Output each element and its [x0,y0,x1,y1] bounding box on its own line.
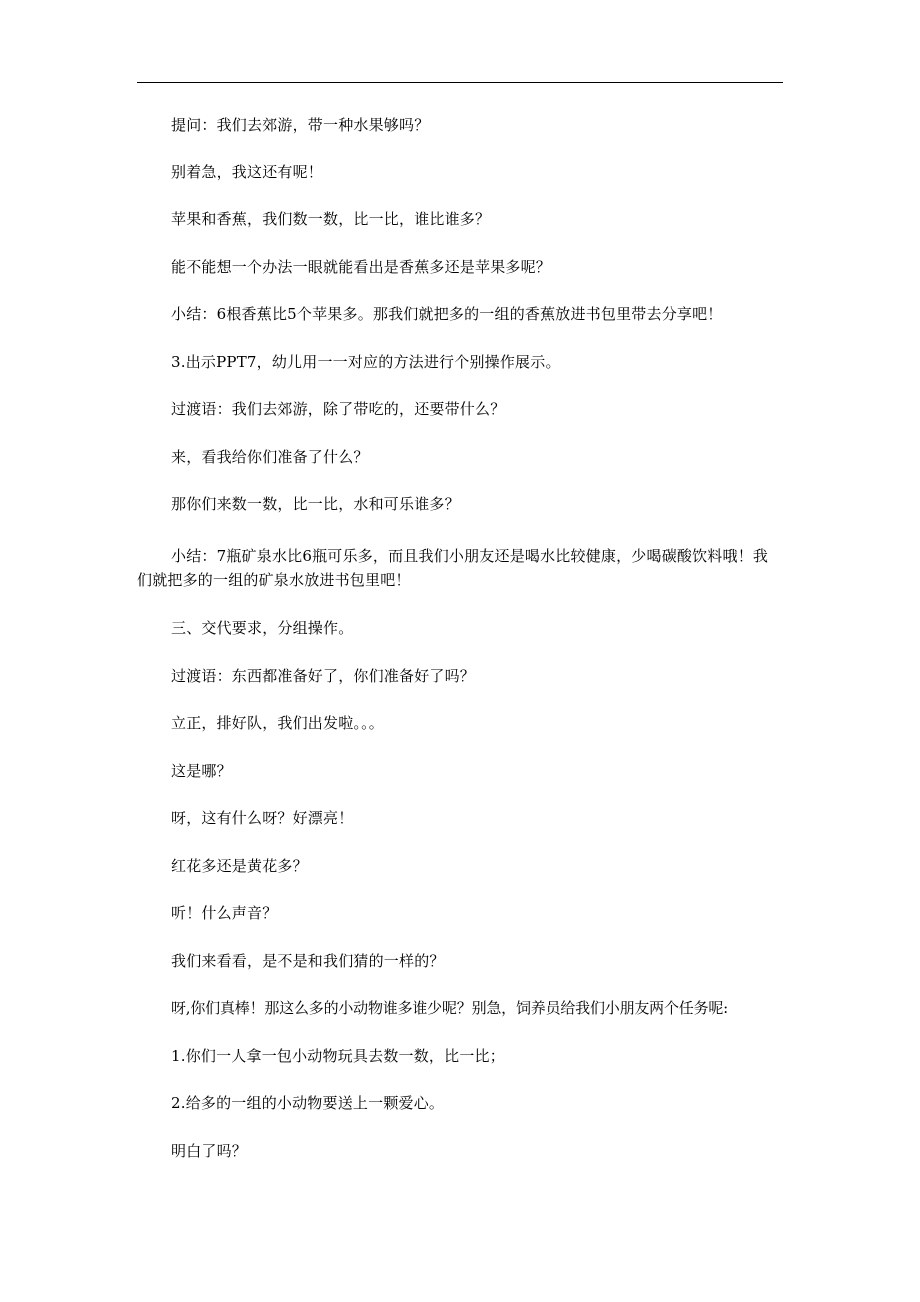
paragraph-transition-what-to-bring: 过渡语：我们去郊游，除了带吃的，还要带什么？ [171,400,506,418]
paragraph-step-ppt7: 3.出示PPT7，幼儿用一一对应的方法进行个别操作展示。 [171,353,561,371]
paragraph-task-two: 2.给多的一组的小动物要送上一颗爱心。 [171,1094,445,1112]
header-rule [137,82,783,83]
paragraph-transition-ready: 过渡语：东西都准备好了，你们准备好了吗？ [171,667,476,685]
paragraph-so-pretty: 呀，这有什么呀？好漂亮！ [171,809,354,827]
paragraph-summary-water: 小结：7瓶矿泉水比6瓶可乐多，而且我们小朋友还是喝水比较健康，少喝碳酸饮料哦！我们就把多的一组的矿泉水放进书包里吧！ [137,547,769,589]
paragraph-lets-look: 我们来看看，是不是和我们猜的一样的？ [171,952,445,970]
paragraph-summary-bananas: 小结：6根香蕉比5个苹果多。那我们就把多的一组的香蕉放进书包里带去分享吧！ [171,305,723,323]
paragraph-question-one-fruit: 提问：我们去郊游，带一种水果够吗？ [171,116,430,134]
paragraph-red-yellow-flowers: 红花多还是黄花多？ [171,857,308,875]
paragraph-section-three-heading: 三、交代要求，分组操作。 [171,619,354,637]
paragraph-where-is-this: 这是哪？ [171,762,232,780]
paragraph-apples-bananas: 苹果和香蕉，我们数一数，比一比，谁比谁多？ [171,210,491,228]
paragraph-water-cola: 那你们来数一数，比一比，水和可乐谁多？ [171,495,460,513]
paragraph-line-up: 立正，排好队，我们出发啦。。。 [171,714,385,732]
paragraph-understand: 明白了吗？ [171,1142,248,1160]
paragraph-think-method: 能不能想一个办法一眼就能看出是香蕉多还是苹果多呢？ [171,258,552,276]
paragraph-look-what-prepared: 来，看我给你们准备了什么？ [171,448,369,466]
paragraph-task-one: 1.你们一人拿一包小动物玩具去数一数，比一比； [171,1047,505,1065]
paragraph-dont-worry: 别着急，我这还有呢！ [171,163,324,181]
paragraph-animals-tasks: 呀,你们真棒！那这么多的小动物谁多谁少呢？别急，饲养员给我们小朋友两个任务呢: [171,999,729,1017]
paragraph-listen-sound: 听！什么声音？ [171,904,278,922]
